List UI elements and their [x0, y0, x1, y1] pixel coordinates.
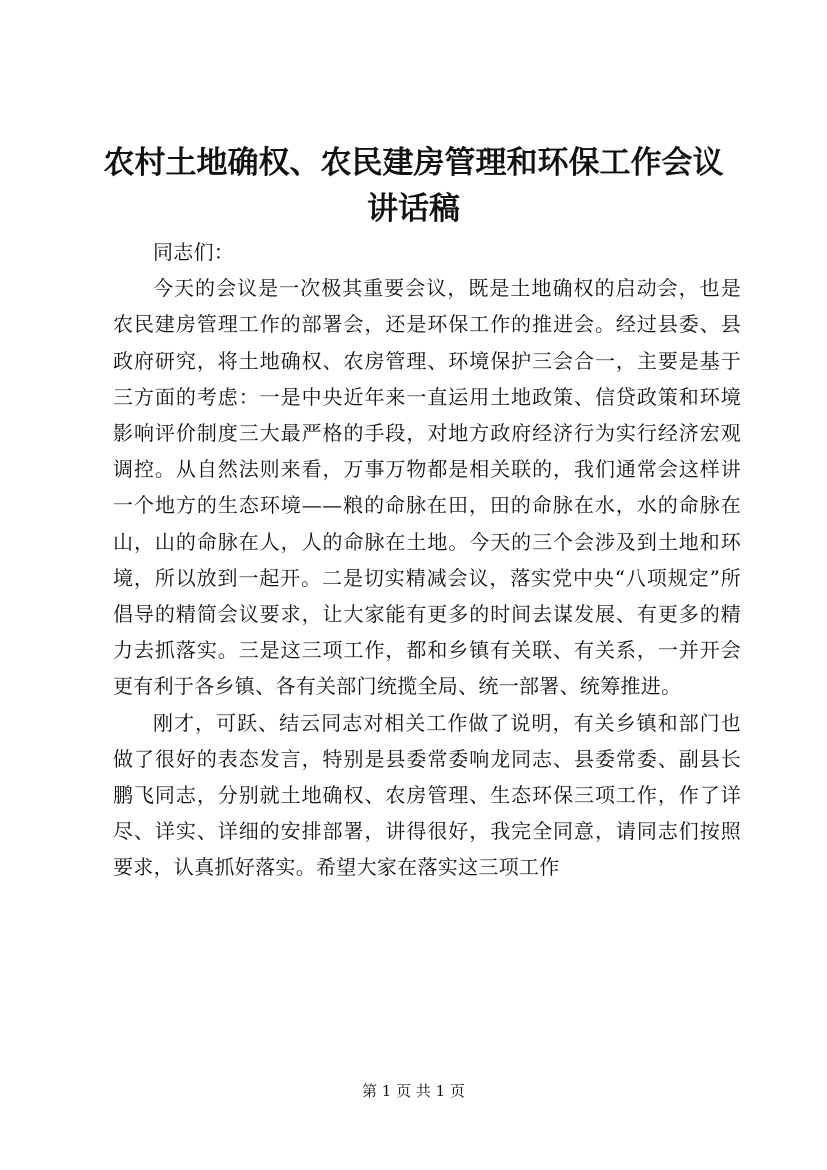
- title-line-1: 农村土地确权、农民建房管理和环保工作会议: [103, 145, 724, 181]
- page-footer: 第 1 页 共 1 页: [362, 1082, 465, 1100]
- document-title: [60, 140, 767, 232]
- salutation: 同志们：: [153, 240, 235, 264]
- title-line-2: 讲话稿: [367, 191, 460, 227]
- paragraph-2: 刚才，可跃、结云同志对相关工作做了说明，有关乡镇和部门也做了很好的表态发言，特别是县委常委响龙同志、县委常委、副县长鹏飞同志，分别就土地确权、农房管理、生态环保三项工作，作了详尽、详实、详细的安排部署，讲得很好，我完全同意，请同志们按照要求，认真抓好落实。希望大家在落实这三项工作: [113, 710, 741, 880]
- paragraph-1: 今天的会议是一次极其重要会议，既是土地确权的启动会，也是农民建房管理工作的部署会，还是环保工作的推进会。经过县委、县政府研究，将土地确权、农房管理、环境保护三会合一，主要是基于三方面的考虑：一是中央近年来一直运用土地政策、信贷政策和环境影响评价制度三大最严格的手段，对地方政府经济行为实行经济宏观调控。从自然法则来看，万事万物都是相关联的，我们通常会这样讲一个地方的生态环境——粮的命脉在田，田的命脉在水，水的命脉在山，山的命脉在人，人的命脉在土地。今天的三个会涉及到土地和环境，所以放到一起开。二是切实精减会议，落实党中央“八项规定”所倡导的精简会议要求，让大家能有更多的时间去谋发展、有更多的精力去抓落实。三是这三项工作，都和乡镇有关联、有关系，一并开会更有利于各乡镇、各有关部门统揽全局、统一部署、统筹推进。: [113, 276, 741, 699]
- document-body: [113, 234, 741, 886]
